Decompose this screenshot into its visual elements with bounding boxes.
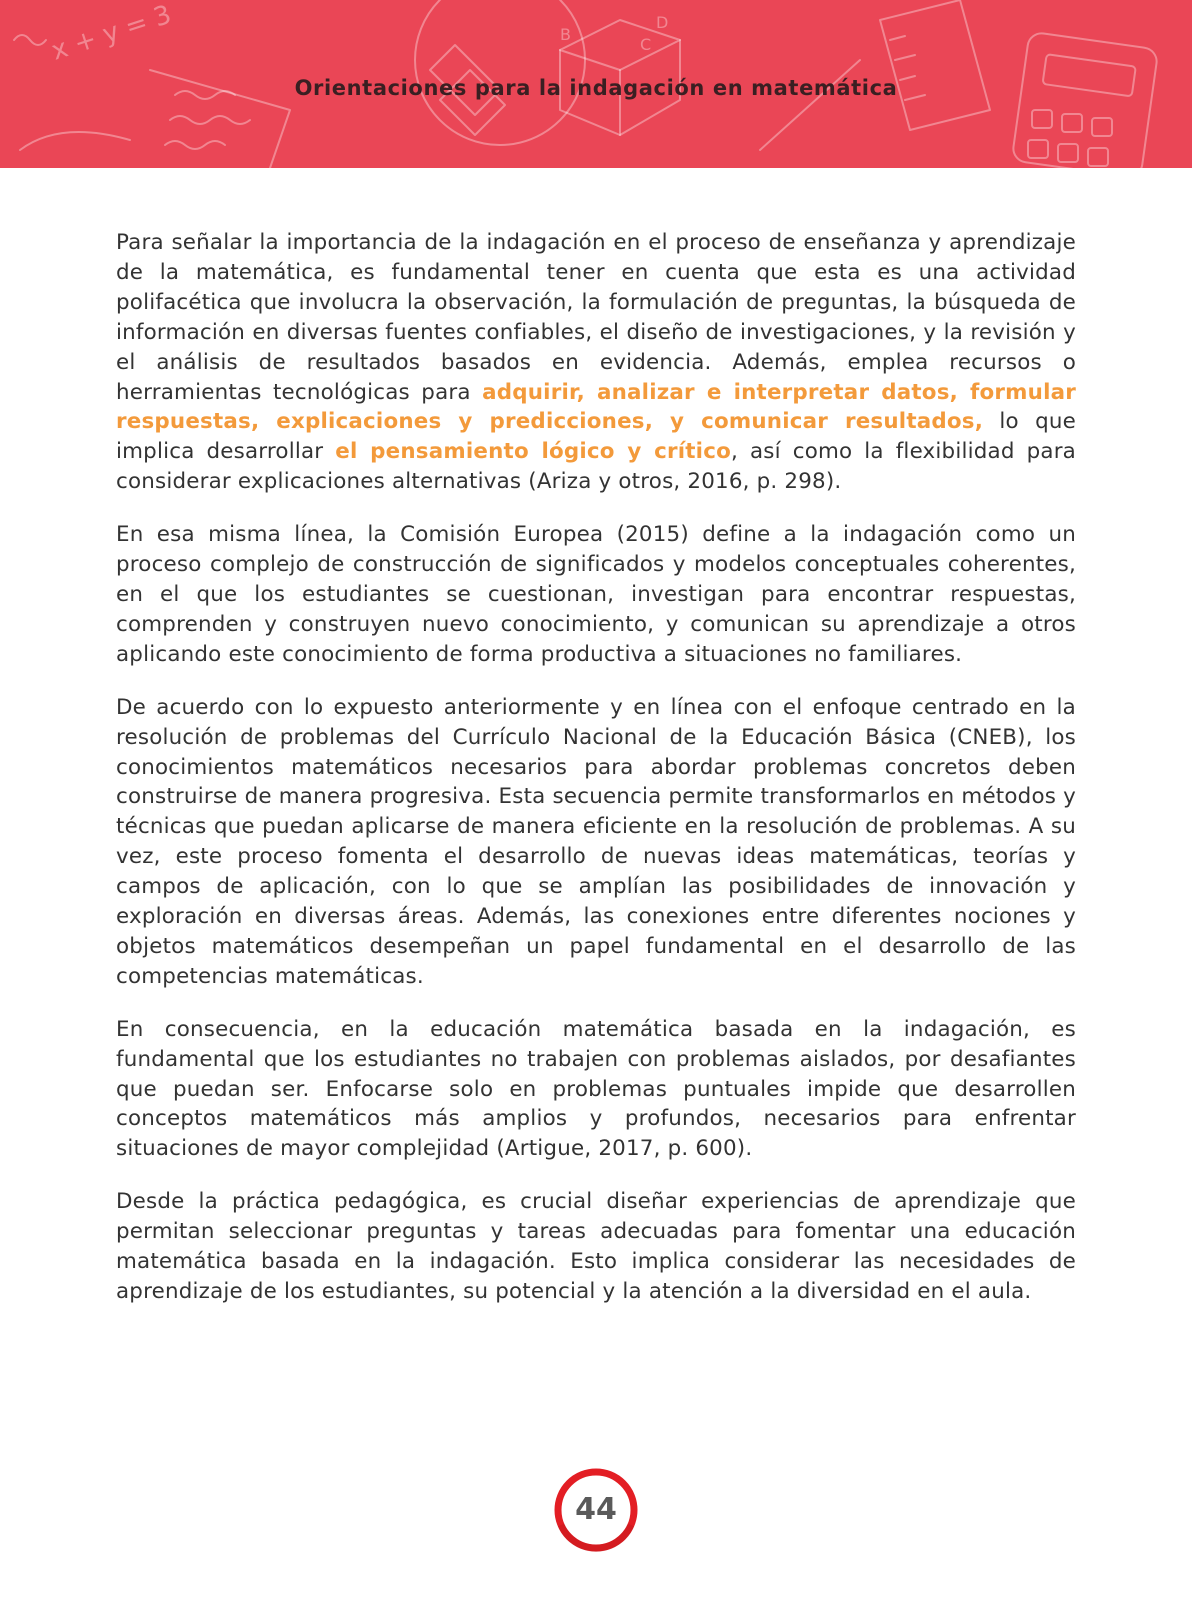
highlight-phrase-2: el pensamiento lógico y crítico bbox=[335, 439, 731, 465]
paragraph-1-text-b: lo que implica desarrollar bbox=[116, 409, 1077, 465]
paragraph-2: En esa misma línea, la Comisión Europea (2015) define a la indagación como un proceso complejo de construcción de significados y modelos conceptuales coherentes, en el que los estudiantes se cuestionan, investigan para encontrar respuestas, comprenden y construyen nuevo conocimiento, y comunican su aprendizaje a otros aplicando este conocimiento de forma productiva a situaciones no familiares. bbox=[116, 522, 1076, 667]
equation-doodle-icon bbox=[14, 0, 175, 67]
page-number-badge bbox=[553, 1467, 639, 1553]
page-header bbox=[0, 0, 1192, 168]
paragraph-1 bbox=[116, 228, 1076, 497]
page-number: 44 bbox=[575, 1492, 617, 1527]
svg-text:D: D bbox=[656, 13, 669, 32]
svg-text:x + y = 3: x + y = 3 bbox=[47, 0, 176, 67]
ruler-icon bbox=[760, 0, 990, 150]
paragraph-5: Desde la práctica pedagógica, es crucial diseñar experiencias de aprendizaje que permitan seleccionar preguntas y tareas adecuadas para fomentar una educación matemática basada en la indagación. Esto implica considerar las necesidades de aprendizaje de los estudiantes, su potencial y la atención a la diversidad en el aula. bbox=[116, 1189, 1076, 1304]
geometry-cube-icon bbox=[560, 13, 680, 135]
svg-text:B: B bbox=[560, 25, 571, 44]
body-text bbox=[116, 228, 1076, 1330]
paragraph-4: En consecuencia, en la educación matemática basada en la indagación, es fundamental que los estudiantes no trabajen con problemas aislados, por desafiantes que puedan ser. Enfocarse solo en problemas puntuales impide que desarrollen conceptos matemáticos más amplios y profundos, necesarios para enfrentar situaciones de mayor complejidad (Artigue, 2017, p. 600). bbox=[116, 1016, 1076, 1162]
paragraph-3: De acuerdo con lo expuesto anteriormente y en línea con el enfoque centrado en la resolución de problemas del Currículo Nacional de la Educación Básica (CNEB), los conocimientos matemáticos necesarios para abordar problemas concretos deben construirse de manera progresiva. Esta secuencia permite transformarlos en métodos y técnicas que puedan aplicarse de manera eficiente en la resolución de problemas. A su vez, este proceso fomenta el desarrollo de nuevas ideas matemáticas, teorías y campos de aplicación, con lo que se amplían las posibilidades de innovación y exploración en diversas áreas. Además, las conexiones entre diferentes nociones y objetos matemáticos desempeñan un papel fundamental en el desarrollo de las competencias matemáticas. bbox=[116, 694, 1076, 989]
svg-text:C: C bbox=[640, 35, 652, 54]
paragraph-1-text-c: , así como la flexibilidad para considerar explicaciones alternativas (Ariza y otros, 2016, p. 298). bbox=[116, 439, 1076, 495]
paragraph-1-text-a: Para señalar la importancia de la indagación en el proceso de enseñanza y aprendizaje de la matemática, es fundamental tener en cuenta que esta es una actividad polifacética que involucra la observación, la formulación de preguntas, la búsqueda de información en diversas fuentes confiables, el diseño de investigaciones, y la revisión y el análisis de resultados basados en evidencia. Además, emplea recursos o herramientas tecnológicas para bbox=[116, 230, 1076, 405]
highlight-phrase-1: adquirir, analizar e interpretar datos, formular respuestas, explicaciones y predicciones, y comunicar resultados, bbox=[116, 379, 1076, 435]
header-title: Orientaciones para la indagación en matemática bbox=[294, 76, 898, 100]
